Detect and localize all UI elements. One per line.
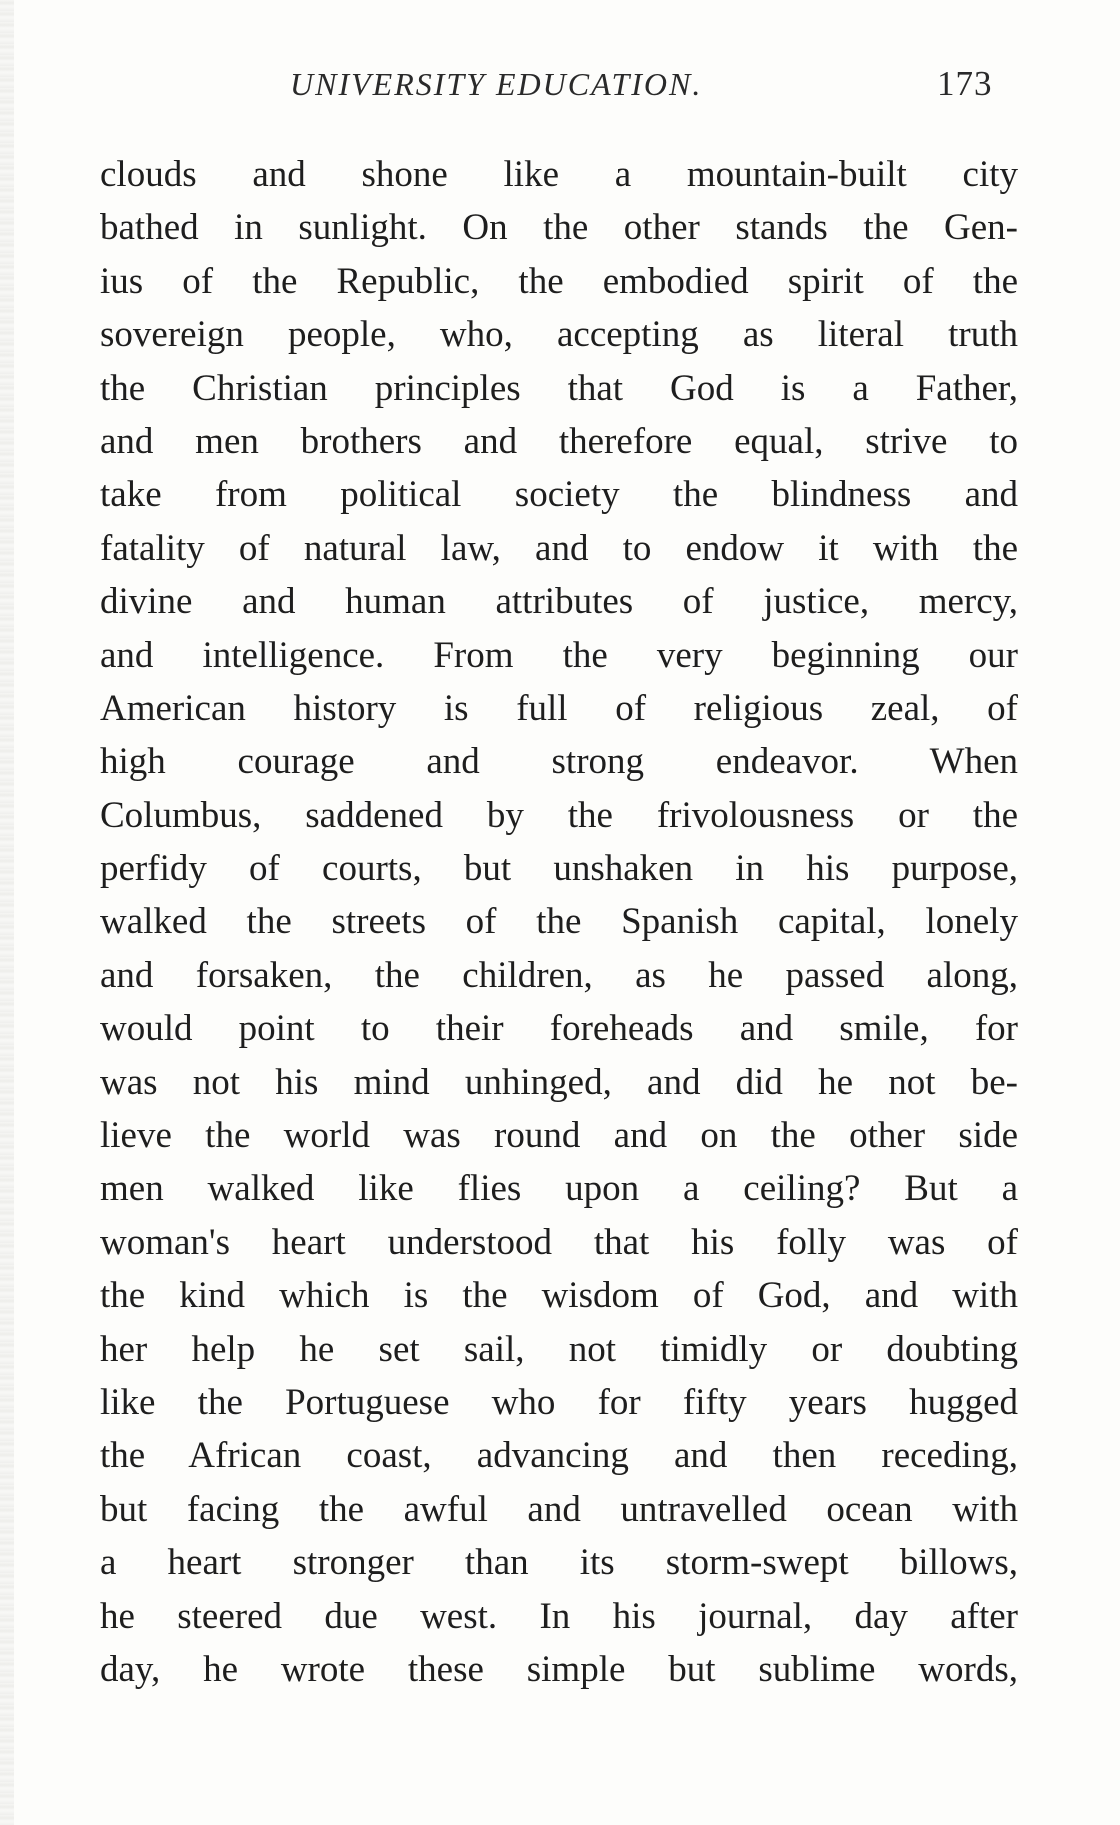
text-line: clouds and shone like a mountain-built city: [100, 154, 1018, 195]
text-line: her help he set sail, not timidly or doubting: [100, 1328, 1018, 1370]
text-line: bathed in sunlight. On the other stands the Gen-: [100, 207, 1018, 249]
text-line: perfidy of courts, but unshaken in his purpose,: [100, 848, 1018, 890]
text-line: Columbus, saddened by the frivolousness or the: [100, 794, 1018, 836]
text-line: and intelligence. From the very beginning our: [100, 634, 1018, 676]
text-line: and men brothers and therefore equal, strive to: [100, 420, 1018, 462]
text-line: but facing the awful and untravelled ocean with: [100, 1488, 1018, 1530]
text-line: he steered due west. In his journal, day after: [100, 1595, 1018, 1637]
text-line: sovereign people, who, accepting as literal truth: [100, 314, 1018, 356]
text-line: day, he wrote these simple but sublime words,: [100, 1648, 1018, 1690]
text-line: take from political society the blindness and: [100, 474, 1018, 516]
text-line: was not his mind unhinged, and did he not be-: [100, 1061, 1018, 1103]
page-number: 173: [937, 64, 993, 103]
text-line: the Christian principles that God is a Father,: [100, 367, 1018, 409]
text-line: lieve the world was round and on the other side: [100, 1115, 1018, 1157]
text-line: the kind which is the wisdom of God, and with: [100, 1275, 1018, 1317]
text-line: would point to their foreheads and smile, for: [100, 1008, 1018, 1050]
text-line: a heart stronger than its storm-swept billows,: [100, 1542, 1018, 1584]
running-head-title: UNIVERSITY EDUCATION.: [290, 66, 703, 102]
text-line: ius of the Republic, the embodied spirit of the: [100, 260, 1018, 302]
text-line: divine and human attributes of justice, mercy,: [100, 581, 1018, 623]
text-line: woman's heart understood that his folly was of: [100, 1221, 1018, 1263]
text-line: like the Portuguese who for fifty years hugged: [100, 1381, 1018, 1423]
text-line: American history is full of religious zeal, of: [100, 687, 1018, 729]
text-line: high courage and strong endeavor. When: [100, 741, 1018, 783]
text-line: fatality of natural law, and to endow it with the: [100, 527, 1018, 569]
text-line: men walked like flies upon a ceiling? But a: [100, 1168, 1018, 1210]
body-text: [100, 148, 1018, 1696]
page-gutter-edge: [0, 0, 14, 1825]
text-line: the African coast, advancing and then receding,: [100, 1435, 1018, 1477]
text-line: walked the streets of the Spanish capital, lonely: [100, 901, 1018, 943]
text-line: and forsaken, the children, as he passed along,: [100, 954, 1018, 996]
